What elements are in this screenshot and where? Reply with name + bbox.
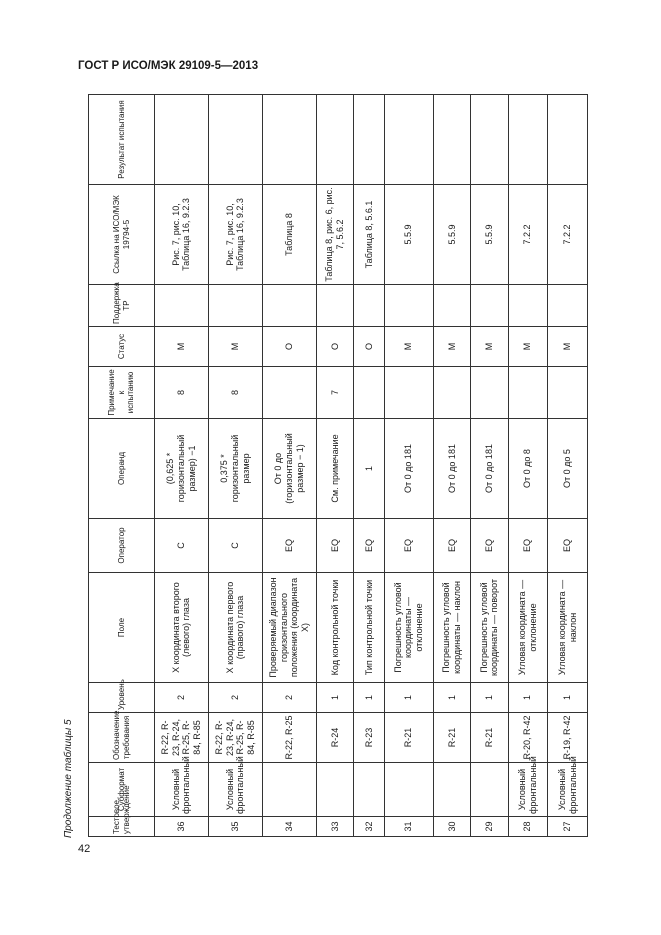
cell-operator: EQ	[316, 519, 353, 573]
cell-level: 2	[208, 683, 262, 713]
table-row	[262, 95, 316, 837]
cell-test-result	[508, 95, 548, 185]
spec-table	[88, 94, 588, 837]
cell-test-result	[316, 95, 353, 185]
cell-field: X координата второго (левого) глаза	[155, 573, 209, 683]
cell-test-assertion: 33	[316, 817, 353, 837]
cell-iso-reference: 7.2.2	[508, 185, 548, 285]
cell-operand: См. примечание	[316, 419, 353, 519]
cell-test-note: 8	[155, 367, 209, 419]
cell-operator: EQ	[262, 519, 316, 573]
cell-test-note	[384, 367, 433, 419]
cell-operator: EQ	[471, 519, 508, 573]
rotated-table-container	[88, 95, 588, 837]
cell-status: M	[433, 327, 470, 367]
table-row	[316, 95, 353, 837]
cell-test-note	[508, 367, 548, 419]
cell-iso-reference: Таблица 8, рис. 6, рис. 7, 5.6.2	[316, 185, 353, 285]
table-row	[208, 95, 262, 837]
cell-subformat: Условный фронтальный	[508, 763, 548, 817]
cell-level: 1	[471, 683, 508, 713]
header-row	[89, 95, 155, 837]
cell-tp-support	[508, 285, 548, 327]
cell-iso-reference: Таблица 8	[262, 185, 316, 285]
cell-test-result	[433, 95, 470, 185]
cell-operator: C	[208, 519, 262, 573]
cell-iso-reference: 5.5.9	[384, 185, 433, 285]
cell-operator: EQ	[508, 519, 548, 573]
cell-field: Погрешность угловой координаты — наклон	[433, 573, 470, 683]
cell-iso-reference: Рис. 7, рис. 10, Таблица 16, 9.2.3	[155, 185, 209, 285]
cell-level: 1	[508, 683, 548, 713]
cell-status: O	[316, 327, 353, 367]
page-number: 42	[78, 843, 91, 855]
cell-requirement-id: R-20, R-42	[508, 713, 548, 763]
cell-iso-reference: Таблица 8, 5.6.1	[354, 185, 384, 285]
rotated-table-wrapper	[88, 95, 588, 837]
cell-iso-reference: 5.5.9	[471, 185, 508, 285]
cell-requirement-id: R-22, R-23, R-24, R-25, R-84, R-85	[155, 713, 209, 763]
cell-tp-support	[155, 285, 209, 327]
cell-test-assertion: 28	[508, 817, 548, 837]
cell-status: O	[262, 327, 316, 367]
cell-requirement-id: R-19, R-42	[548, 713, 588, 763]
header-test-assertion: Тестовое утверждение	[89, 817, 155, 837]
cell-test-note: 7	[316, 367, 353, 419]
cell-requirement-id: R-21	[433, 713, 470, 763]
cell-test-assertion: 34	[262, 817, 316, 837]
header-operator: Оператор	[89, 519, 155, 573]
cell-test-note	[262, 367, 316, 419]
cell-field: Погрешность угловой координаты — отклонение	[384, 573, 433, 683]
cell-requirement-id: R-22, R-25	[262, 713, 316, 763]
cell-test-result	[208, 95, 262, 185]
cell-status: M	[384, 327, 433, 367]
cell-status: M	[471, 327, 508, 367]
cell-tp-support	[433, 285, 470, 327]
table-row	[548, 95, 588, 837]
cell-iso-reference: Рис. 7, рис. 10, Таблица 16, 9.2.3	[208, 185, 262, 285]
cell-iso-reference: 7.2.2	[548, 185, 588, 285]
cell-field: Проверяемый диапазон горизонтального положения (координата X)	[262, 573, 316, 683]
cell-tp-support	[208, 285, 262, 327]
cell-test-result	[384, 95, 433, 185]
cell-test-assertion: 36	[155, 817, 209, 837]
cell-test-result	[262, 95, 316, 185]
cell-subformat	[471, 763, 508, 817]
table-row	[433, 95, 470, 837]
cell-requirement-id: R-23	[354, 713, 384, 763]
table-row	[384, 95, 433, 837]
cell-subformat	[433, 763, 470, 817]
cell-operator: EQ	[548, 519, 588, 573]
table-caption-wrapper	[63, 718, 77, 838]
cell-operator: EQ	[354, 519, 384, 573]
cell-status: O	[354, 327, 384, 367]
cell-tp-support	[316, 285, 353, 327]
cell-status: M	[208, 327, 262, 367]
cell-subformat	[316, 763, 353, 817]
cell-level: 1	[548, 683, 588, 713]
cell-test-note	[471, 367, 508, 419]
cell-requirement-id: R-24	[316, 713, 353, 763]
cell-operator: EQ	[433, 519, 470, 573]
header-tp-support: Поддержка ТР	[89, 285, 155, 327]
cell-test-note: 8	[208, 367, 262, 419]
cell-tp-support	[354, 285, 384, 327]
cell-test-note	[548, 367, 588, 419]
cell-subformat: Условный фронтальный	[208, 763, 262, 817]
cell-test-assertion: 29	[471, 817, 508, 837]
cell-level: 1	[433, 683, 470, 713]
cell-subformat: Условный фронтальный	[155, 763, 209, 817]
cell-operand: (0,625 * горизонтальный размер) −1	[155, 419, 209, 519]
cell-test-result	[471, 95, 508, 185]
header-operand: Операнд	[89, 419, 155, 519]
cell-test-note	[354, 367, 384, 419]
cell-status: M	[155, 327, 209, 367]
table-row	[508, 95, 548, 837]
table-row	[354, 95, 384, 837]
cell-tp-support	[262, 285, 316, 327]
cell-field: Угловая координата — отклонение	[508, 573, 548, 683]
cell-operand: От 0 до 8	[508, 419, 548, 519]
header-iso-reference: Ссылка на ИСО/МЭК 19794-5	[89, 185, 155, 285]
cell-test-assertion: 30	[433, 817, 470, 837]
cell-operand: От 0 до 181	[384, 419, 433, 519]
cell-tp-support	[548, 285, 588, 327]
cell-subformat	[384, 763, 433, 817]
cell-tp-support	[471, 285, 508, 327]
header-status: Статус	[89, 327, 155, 367]
cell-level: 1	[354, 683, 384, 713]
cell-operand: 1	[354, 419, 384, 519]
cell-field: X координата первого (правого) глаза	[208, 573, 262, 683]
cell-test-assertion: 35	[208, 817, 262, 837]
cell-status: M	[508, 327, 548, 367]
cell-requirement-id: R-21	[384, 713, 433, 763]
header-subformat: Субформат	[89, 763, 155, 817]
cell-test-assertion: 31	[384, 817, 433, 837]
cell-requirement-id: R-22, R-23, R-24, R-25, R-84, R-85	[208, 713, 262, 763]
cell-subformat	[354, 763, 384, 817]
cell-operator: EQ	[384, 519, 433, 573]
cell-subformat: Условный фронтальный	[548, 763, 588, 817]
cell-level: 2	[262, 683, 316, 713]
cell-level: 1	[316, 683, 353, 713]
cell-test-assertion: 27	[548, 817, 588, 837]
header-field: Поле	[89, 573, 155, 683]
cell-operand: 0,375 * горизонтальный размер	[208, 419, 262, 519]
header-test-result: Результат испытания	[89, 95, 155, 185]
cell-iso-reference: 5.5.9	[433, 185, 470, 285]
table-caption: Продолжение таблицы 5	[63, 719, 74, 838]
document-title: ГОСТ Р ИСО/МЭК 29109-5—2013	[78, 60, 259, 72]
cell-tp-support	[384, 285, 433, 327]
header-requirement-id: Обозначение требования	[89, 713, 155, 763]
cell-field: Код контрольной точки	[316, 573, 353, 683]
cell-subformat	[262, 763, 316, 817]
header-level: Уровень	[89, 683, 155, 713]
cell-field: Тип контрольной точки	[354, 573, 384, 683]
cell-operator: C	[155, 519, 209, 573]
cell-test-result	[548, 95, 588, 185]
cell-operand: От 0 до (горизонтальный размер − 1)	[262, 419, 316, 519]
cell-requirement-id: R-21	[471, 713, 508, 763]
cell-field: Угловая координата — наклон	[548, 573, 588, 683]
cell-operand: От 0 до 181	[471, 419, 508, 519]
table-row	[155, 95, 209, 837]
cell-operand: От 0 до 5	[548, 419, 588, 519]
cell-test-result	[155, 95, 209, 185]
cell-test-result	[354, 95, 384, 185]
header-test-note: Примечание к испытанию	[89, 367, 155, 419]
cell-operand: От 0 до 181	[433, 419, 470, 519]
cell-test-note	[433, 367, 470, 419]
cell-level: 1	[384, 683, 433, 713]
cell-test-assertion: 32	[354, 817, 384, 837]
cell-level: 2	[155, 683, 209, 713]
cell-status: M	[548, 327, 588, 367]
cell-field: Погрешность угловой координаты — поворот	[471, 573, 508, 683]
table-row	[471, 95, 508, 837]
